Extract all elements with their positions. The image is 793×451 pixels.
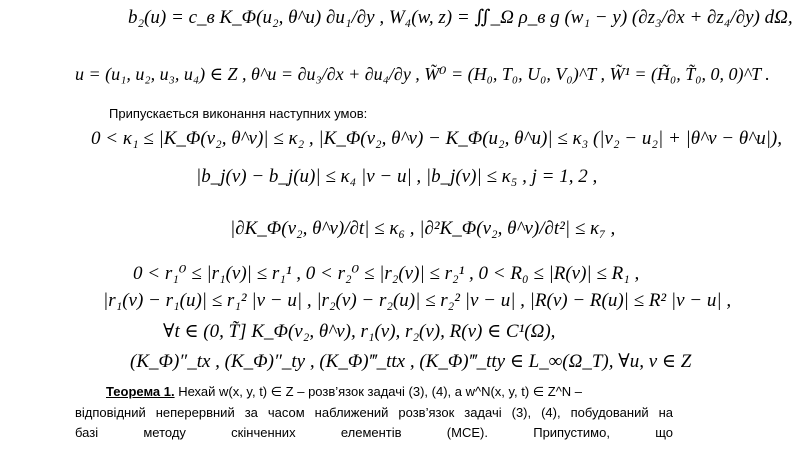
theorem-statement xyxy=(106,384,582,400)
theorem-line-3: базі методу скінченних елементів (МСЕ). Припустимо, що xyxy=(75,425,673,440)
condition-r-bounds: 0 < r₁⁰ ≤ |r₁(v)| ≤ r₁¹ , 0 < r₂⁰ ≤ |r₂(v)| ≤ r₂¹ , 0 < R₀ ≤ |R(v)| ≤ R₁ , xyxy=(133,263,640,284)
condition-lipschitz: |r₁(v) − r₁(u)| ≤ r₁² |v − u| , |r₂(v) − r₂(u)| ≤ r₂² |v − u| , |R(v) − R(u)| ≤ R² |v − u| , xyxy=(103,290,732,311)
condition-linf: (K_Φ)″_tx , (K_Φ)″_ty , (K_Φ)‴_ttx , (K_Φ)‴_tty ∈ L_∞(Ω_T), ∀u, v ∈ Z xyxy=(130,351,692,372)
condition-derivatives: |∂K_Φ(v₂, θ^v)/∂t| ≤ κ₆ , |∂²K_Φ(v₂, θ^v)/∂t²| ≤ κ₇ , xyxy=(230,218,616,239)
formula-b2-w4: b₂(u) = c_в K_Φ(u₂, θ^u) ∂u₁/∂y , W₄(w, z) = ∬_Ω ρ_в g (w₁ − y) (∂z₃/∂x + ∂z₄/∂y) dΩ, xyxy=(128,7,793,28)
assumption-intro: Припускається виконання наступних умов: xyxy=(109,106,368,121)
condition-bj: |b_j(v) − b_j(u)| ≤ κ₄ |v − u| , |b_j(v)| ≤ κ₅ , j = 1, 2 , xyxy=(196,166,598,187)
theorem-text: Нехай w(x, y, t) ∈ Z – розв’язок задачі (3), (4), а w^N(x, y, t) ∈ Z^N – xyxy=(174,384,583,399)
condition-kappa-k: 0 < κ₁ ≤ |K_Φ(v₂, θ^v)| ≤ κ₂ , |K_Φ(v₂, θ^v) − K_Φ(u₂, θ^u)| ≤ κ₃ (|v₂ − u₂| + |θ^v − θ^u|), xyxy=(91,128,782,149)
formula-u-theta-w: u = (u₁, u₂, u₃, u₄) ∈ Z , θ^u = ∂u₃/∂x + ∂u₄/∂y , W̃⁰ = (H₀, T₀, U₀, V₀)^T , W̃¹ = (H̃₀, T̃₀, 0, 0)^T . xyxy=(75,64,770,84)
theorem-label: Теорема 1. xyxy=(106,384,175,399)
condition-smoothness: ∀t ∈ (0, T̃] K_Φ(v₂, θ^v), r₁(v), r₂(v), R(v) ∈ C¹(Ω), xyxy=(163,321,556,342)
theorem-line-2: відповідний неперервний за часом наближений розв’язок задачі (3), (4), побудований на xyxy=(75,405,673,420)
